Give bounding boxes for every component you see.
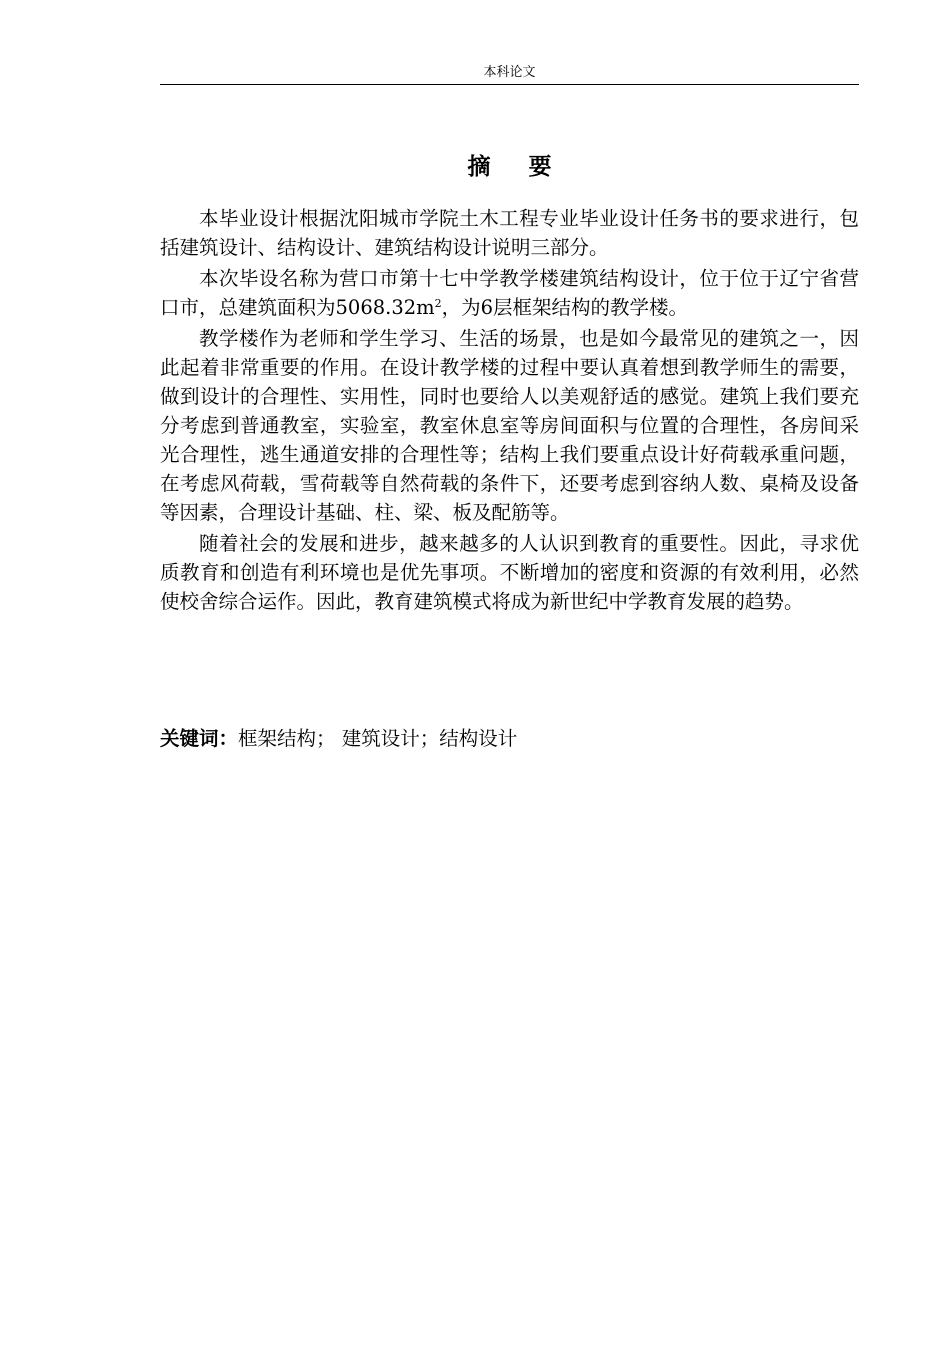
keywords-list: 框架结构； 建筑设计；结构设计 bbox=[238, 727, 518, 750]
keywords-label: 关键词： bbox=[160, 727, 239, 750]
abstract-title-part2: 要 bbox=[528, 154, 552, 180]
running-header: 本科论文 bbox=[483, 65, 536, 80]
paragraph-2-text-before: 本次毕设名称为营口市第十七中学教学楼建筑结构设计，位于位于辽宁省营口市，总建筑面积为5068.32m bbox=[160, 267, 859, 319]
keywords-line bbox=[160, 724, 859, 753]
abstract-paragraph-1: 本毕业设计根据沈阳城市学院土木工程专业毕业设计任务书的要求进行，包括建筑设计、结构设计、建筑结构设计说明三部分。 bbox=[160, 207, 859, 259]
abstract-title bbox=[160, 150, 859, 184]
abstract-paragraph-2 bbox=[160, 264, 859, 322]
header-rule bbox=[160, 84, 859, 85]
abstract-body bbox=[160, 204, 859, 618]
paragraph-2-text-after: ，为6层框架结构的教学楼。 bbox=[441, 296, 689, 319]
abstract-paragraph-3: 教学楼作为老师和学生学习、生活的场景，也是如今最常见的建筑之一，因此起着非常重要的作用。在设计教学楼的过程中要认真着想到教学师生的需要，做到设计的合理性、实用性，同时也要给人以美观舒适的感觉。建筑上我们要充分考虑到普通教室，实验室，教室休息室等房间面积与位置的合理性，各房间采光合理性，逃生通道安排的合理性等；结构上我们要重点设计好荷载承重问题，在考虑风荷载，雪荷载等自然荷载的条件下，还要考虑到容纳人数、桌椅及设备等因素，合理设计基础、柱、梁、板及配筋等。 bbox=[160, 327, 859, 524]
abstract-title-part1: 摘 bbox=[467, 154, 491, 180]
area-unit-superscript: 2 bbox=[434, 297, 442, 310]
abstract-paragraph-4: 随着社会的发展和进步，越来越多的人认识到教育的重要性。因此，寻求优质教育和创造有利环境也是优先事项。不断增加的密度和资源的有效利用，必然使校舍综合运作。因此，教育建筑模式将成为新世纪中学教育发展的趋势。 bbox=[160, 532, 859, 613]
